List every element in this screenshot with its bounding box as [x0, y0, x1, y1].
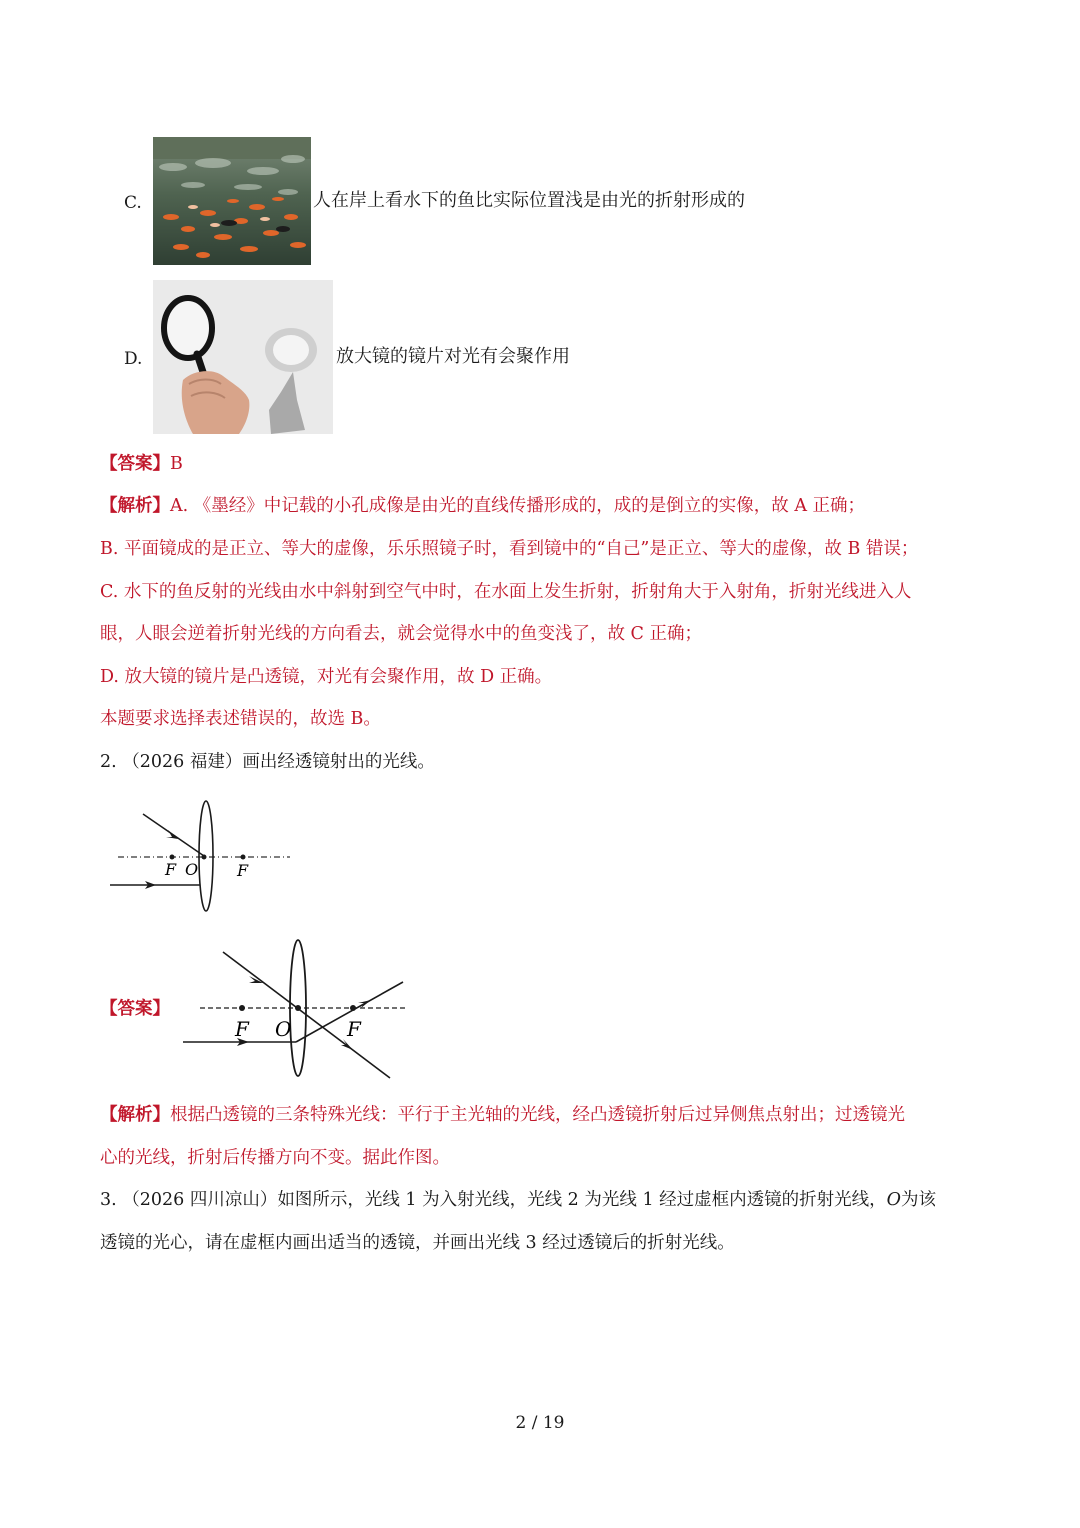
question-3-line-2: 透镜的光心，请在虚框内画出适当的透镜，并画出光线 3 经过透镜后的折射光线。	[100, 1233, 735, 1253]
analysis-1-line-2: B. 平面镜成的是正立、等大的虚像，乐乐照镜子时，看到镜中的“自己”是正立、等大的虚像，故 B 错误；	[100, 539, 919, 559]
question-3-text: 3. （2026 四川凉山）如图所示，光线 1 为入射光线，光线 2 为光线 1 经过虚框内透镜的折射光线，	[100, 1190, 887, 1210]
focus-point-left	[170, 855, 175, 860]
analysis-1-line-6: 本题要求选择表述错误的，故选 B。	[100, 709, 381, 729]
question-2: 2. （2026 福建）画出经透镜射出的光线。	[100, 752, 435, 772]
fish-pond-image	[153, 137, 311, 265]
label-f-right: F	[237, 861, 249, 880]
analysis-tag: 【解析】	[100, 1105, 170, 1125]
answer-2	[100, 997, 170, 1021]
magnifying-glass-photo	[153, 280, 333, 434]
lens-diagram-question	[100, 795, 300, 920]
fish-pond-photo	[153, 137, 311, 265]
question-3-text-end: 为该	[901, 1190, 936, 1210]
option-c-text: 人在岸上看水下的鱼比实际位置浅是由光的折射形成的	[313, 190, 745, 211]
optical-center-symbol: O	[886, 1190, 901, 1210]
option-c-letter: C.	[124, 193, 142, 213]
analysis-text: 根据凸透镜的三条特殊光线：平行于主光轴的光线，经凸透镜折射后过异侧焦点射出；过透镜光	[170, 1105, 905, 1125]
page-number: 2 / 19	[515, 1413, 565, 1433]
analysis-1-line-1	[100, 494, 865, 518]
analysis-text: A. 《墨经》中记载的小孔成像是由光的直线传播形成的，成的是倒立的实像，故 A 正确；	[170, 496, 866, 516]
magnifier-image	[153, 280, 333, 434]
option-d-letter: D.	[124, 349, 143, 369]
label-f-left: F	[165, 860, 177, 879]
focus-point-right	[241, 855, 246, 860]
option-d-text: 放大镜的镜片对光有会聚作用	[336, 346, 570, 367]
analysis-1-line-3: C. 水下的鱼反射的光线由水中斜射到空气中时，在水面上发生折射，折射角大于入射角，折射光线进入人	[100, 582, 912, 602]
answer-value: B	[170, 454, 183, 474]
focus-point-right	[350, 1005, 356, 1011]
lens-diagram-answer	[175, 935, 410, 1083]
analysis-1-line-5: D. 放大镜的镜片是凸透镜，对光有会聚作用，故 D 正确。	[100, 667, 553, 687]
focus-point-left	[239, 1005, 245, 1011]
analysis-2-line-2: 心的光线，折射后传播方向不变。据此作图。	[100, 1148, 450, 1168]
ray-through-center	[223, 952, 390, 1078]
analysis-tag: 【解析】	[100, 496, 170, 516]
answer-tag: 【答案】	[100, 999, 170, 1019]
label-f-left: F	[235, 1017, 249, 1041]
analysis-1-line-4: 眼，人眼会逆着折射光线的方向看去，就会觉得水中的鱼变浅了，故 C 正确；	[100, 624, 703, 644]
optical-center-point	[295, 1005, 301, 1011]
question-3-line-1	[100, 1188, 936, 1212]
label-f-right: F	[347, 1017, 361, 1041]
analysis-2-line-1	[100, 1103, 905, 1127]
label-o: O	[185, 860, 199, 879]
label-o: O	[275, 1017, 292, 1041]
optical-center-point	[202, 855, 207, 860]
answer-1	[100, 452, 183, 476]
answer-tag: 【答案】	[100, 454, 170, 474]
